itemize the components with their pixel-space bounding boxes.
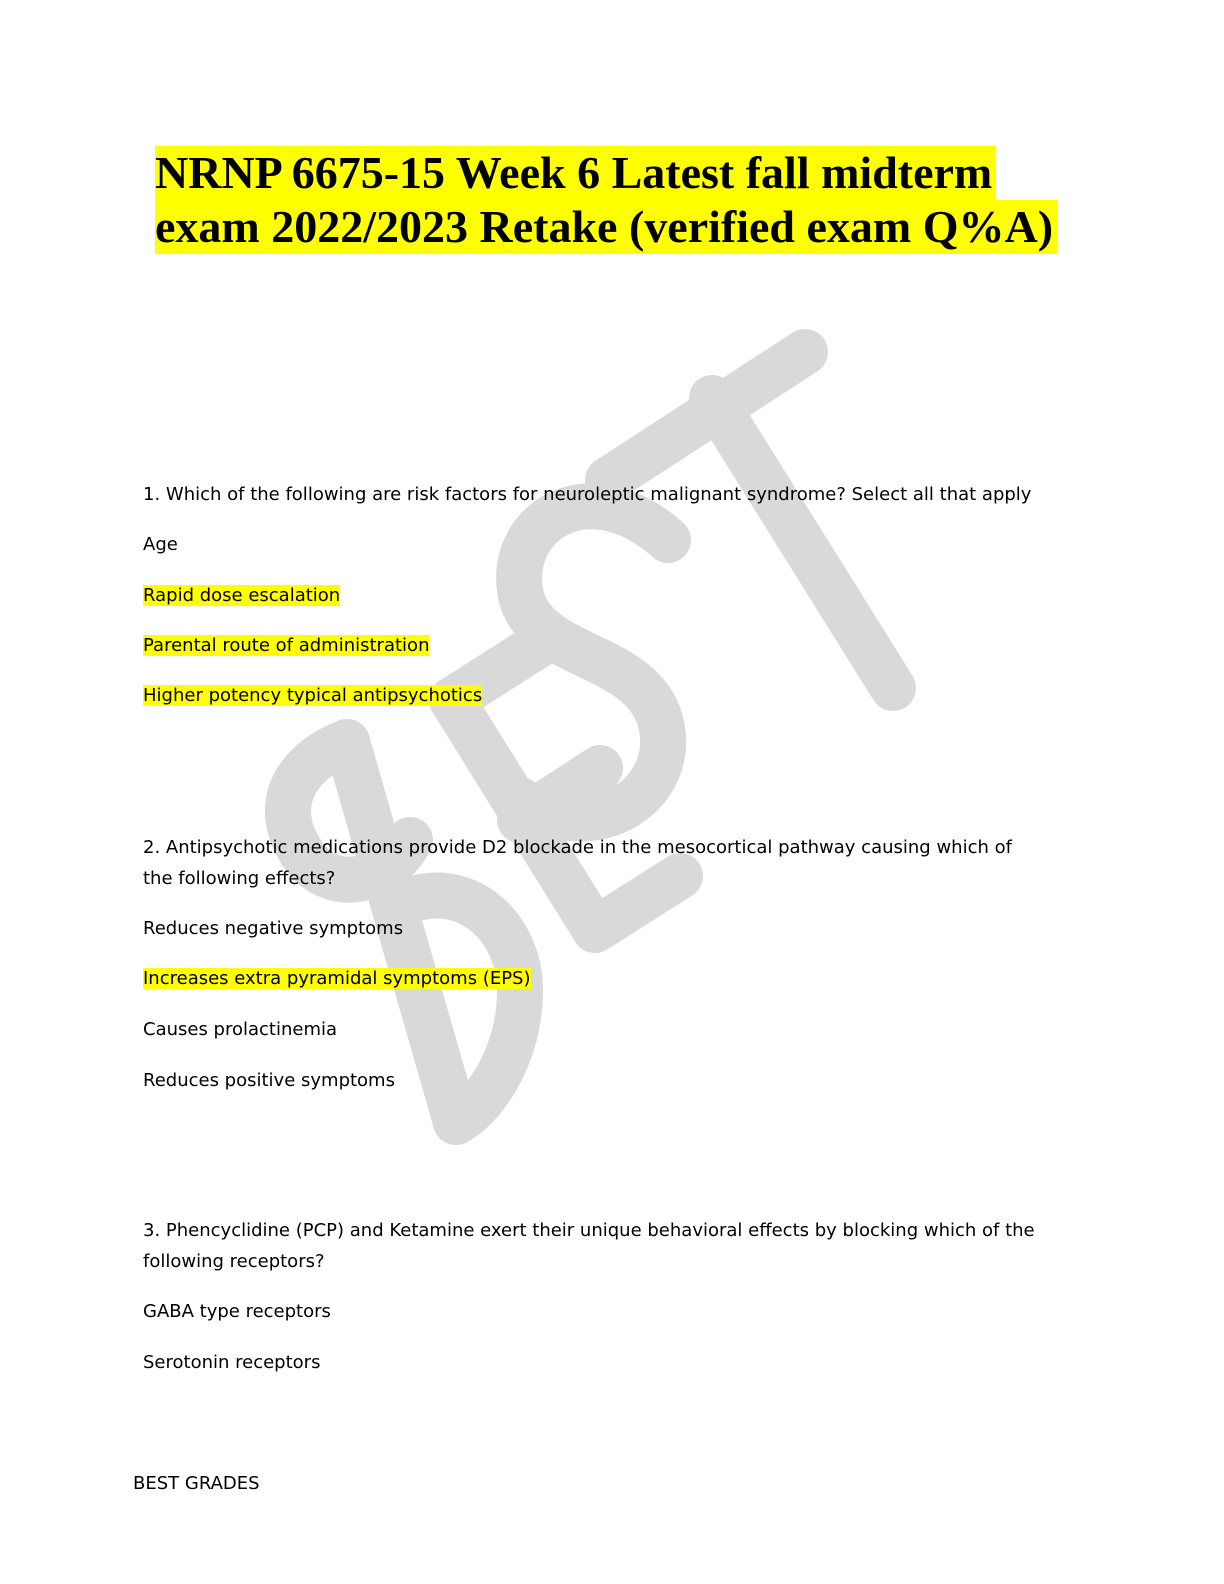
question-2-option-prolactinemia: Causes prolactinemia <box>143 1019 338 1040</box>
title-line-2: exam 2022/2023 Retake (verified exam Q%A) <box>155 200 1057 254</box>
question-2: 2. Antipsychotic medications provide D2 blockade in the mesocortical pathway causing which of the following effects? <box>143 837 1012 889</box>
question-1: 1. Which of the following are risk factors for neuroleptic malignant syndrome? Select all that apply <box>143 484 1032 505</box>
question-2-option-reduces-negative: Reduces negative symptoms <box>143 918 404 939</box>
question-2-option-reduces-positive: Reduces positive symptoms <box>143 1070 395 1091</box>
question-1-option-age: Age <box>143 534 178 555</box>
question-1-option-higher-potency: Higher potency typical antipsychotics <box>143 685 483 706</box>
question-3: 3. Phencyclidine (PCP) and Ketamine exert their unique behavioral effects by blocking which of the following receptors? <box>143 1220 1035 1272</box>
question-3-option-gaba: GABA type receptors <box>143 1301 331 1322</box>
question-1-option-rapid-dose: Rapid dose escalation <box>143 585 341 606</box>
page-footer: BEST GRADES <box>133 1473 260 1494</box>
document-title <box>155 146 1057 254</box>
title-line-1: NRNP 6675-15 Week 6 Latest fall midterm <box>155 146 996 200</box>
question-2-option-increases-eps: Increases extra pyramidal symptoms (EPS) <box>143 968 531 989</box>
question-1-option-parental-route: Parental route of administration <box>143 635 430 656</box>
question-3-option-serotonin: Serotonin receptors <box>143 1352 321 1373</box>
